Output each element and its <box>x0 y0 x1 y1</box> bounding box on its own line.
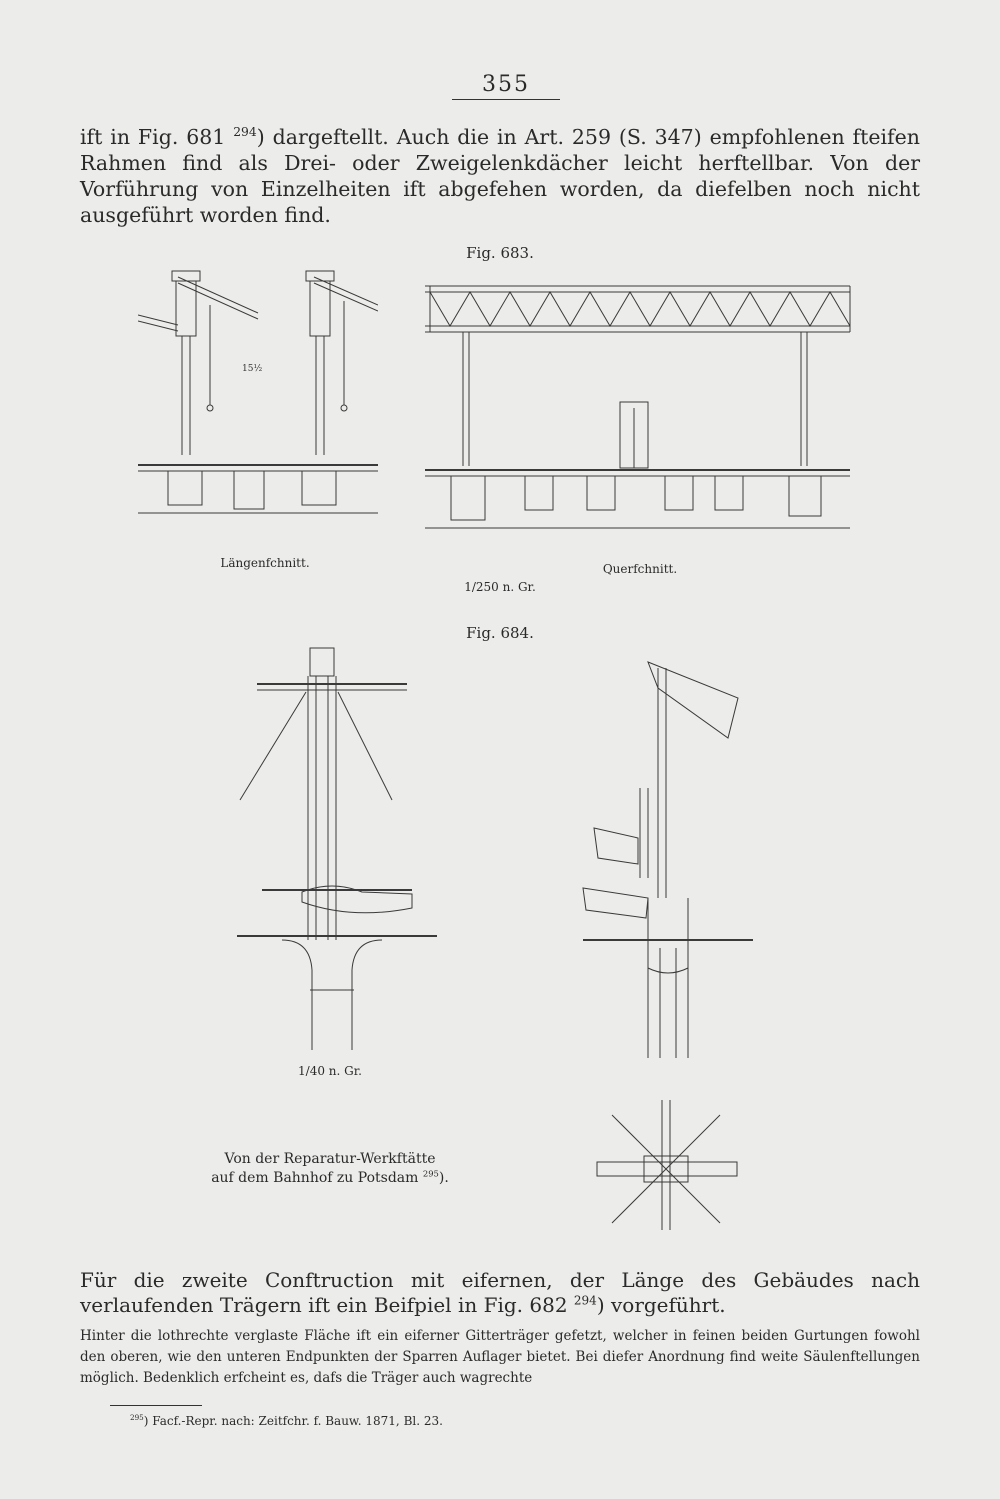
fig-684-column-detail <box>232 640 442 1050</box>
page-number: 355 <box>452 72 560 100</box>
fig-684-eave-detail <box>578 648 753 1058</box>
figure-credit: Von der Reparatur-Werkftätte auf dem Bahnhof zu Potsdam $^{295}$). <box>211 1151 449 1186</box>
fig-683-right-caption: Querfchnitt. <box>602 562 678 576</box>
fig-684-plan-detail <box>592 1100 742 1230</box>
fig-684-scale: 1/40 n. Gr. <box>298 1064 362 1078</box>
body-paragraph-small: Hinter die lothrechte verglaste Fläche ift ein eiferner Gitterträger gefetzt, welcher in feinen beiden Gurtungen fowohl den oberen, wie den unteren Endpunkten der Sparren Auflager bietet. Bei diefer Anordnung find weite Säulenftellungen möglich. Bedenklich erfcheint es, dafs die Träger auch wagrechte <box>80 1328 920 1386</box>
fig-683-scale: 1/250 n. Gr. <box>464 580 536 594</box>
footnote-rule <box>110 1405 202 1406</box>
fig-683-title: Fig. 683. <box>466 244 534 262</box>
fig-683-left-caption: Längenfchnitt. <box>220 556 310 570</box>
body-paragraph-large: Für die zweite Conftruction mit eifernen, der Länge des Gebäudes nach verlaufenden Trägern ift ein Beifpiel in Fig. 682 $^{294}$) vorgeführt. <box>80 1268 920 1317</box>
intro-paragraph: ift in Fig. 681 $^{294}$) dargeftellt. Auch die in Art. 259 (S. 347) empfohlenen fteifen Rahmen find als Drei- oder Zweigelenkdächer leicht herftellbar. Von der Vorführung von Einzelheiten ift abgefehen worden, da diefelben noch nicht ausgeführt worden find. <box>80 125 920 227</box>
fig-683-longitudinal-section <box>138 265 378 525</box>
dim-label: 15½ <box>242 364 263 374</box>
fig-684-title: Fig. 684. <box>466 624 534 642</box>
fig-683-cross-section <box>425 280 855 540</box>
footnote: $^{295}$) Facf.-Repr. nach: Zeitfchr. f. Bauw. 1871, Bl. 23. <box>130 1413 443 1428</box>
